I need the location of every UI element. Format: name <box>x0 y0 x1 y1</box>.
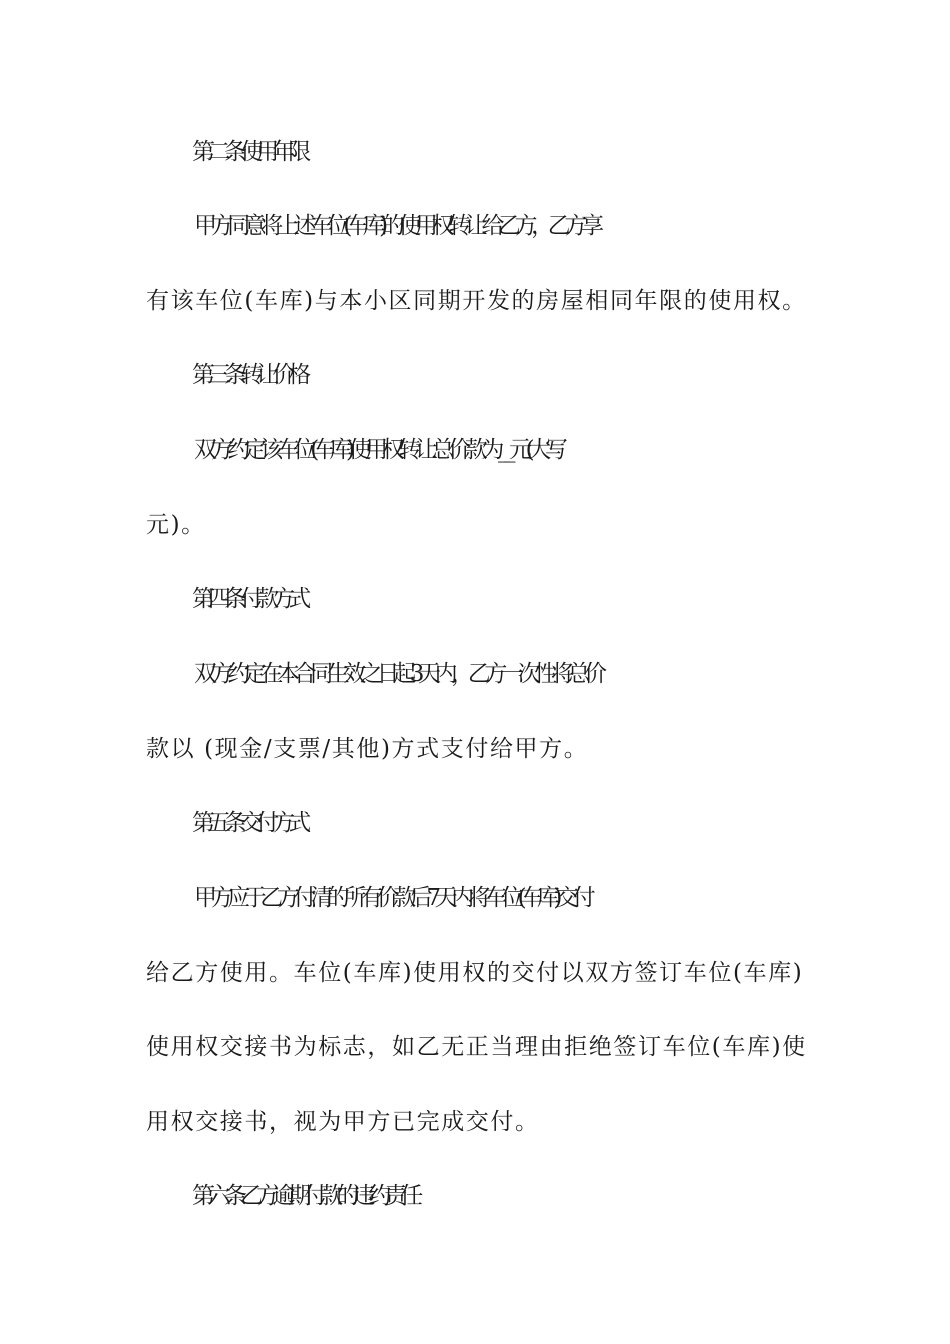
article-3-paragraph-line-1: 双方约定该车位(车库)使用权转让总价款为_ _元(大写 <box>194 437 562 463</box>
article-3-paragraph-line-2: 元)。 <box>146 512 206 538</box>
article-2-paragraph-line-1: 甲方同意将上述车位(车库)的使用权转让给乙方，乙方享 <box>194 213 598 239</box>
article-4-heading: 第四条 付款方式 <box>192 586 305 612</box>
article-6-heading: 第六条 乙方逾期付款的违约责任 <box>192 1183 417 1209</box>
article-2-heading: 第二条 使用年限 <box>192 139 305 165</box>
article-5-paragraph-line-4: 用权交接书，视为甲方已完成交付。 <box>146 1109 540 1135</box>
article-2-paragraph-line-2: 有该车位(车库)与本小区同期开发的房屋相同年限的使用权。 <box>146 288 807 314</box>
article-3-heading: 第三条 转让价格 <box>192 362 305 388</box>
article-5-heading: 第五条 交付方式 <box>192 810 305 836</box>
article-5-paragraph-line-1: 甲方应于乙方付清的所有价款后7天内将车位(车库)交付 <box>194 885 590 911</box>
article-5-paragraph-line-3: 使用权交接书为标志，如乙无正当理由拒绝签订车位(车库)使 <box>146 1034 807 1060</box>
article-5-paragraph-line-2: 给乙方使用。车位(车库)使用权的交付以双方签订车位(车库) <box>146 960 804 986</box>
article-4-paragraph-line-2: 款以 (现金/支票/其他)方式支付给甲方。 <box>146 736 589 762</box>
article-4-paragraph-line-1: 双方约定在本合同生效之日起3天内，乙方一次性将总价 <box>194 661 601 687</box>
